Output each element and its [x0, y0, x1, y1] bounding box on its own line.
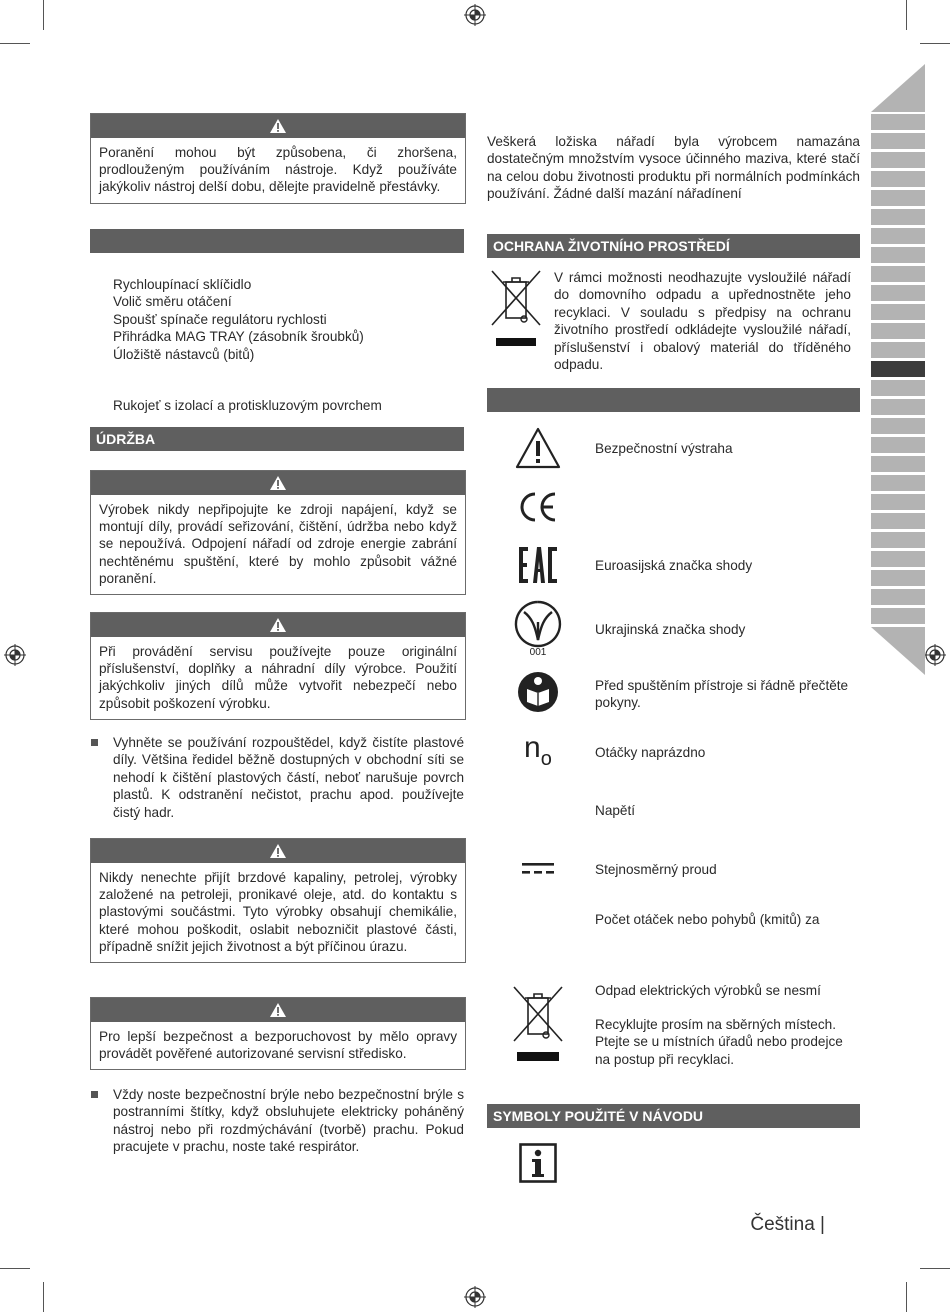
crop-mark — [920, 43, 950, 44]
language-tab — [871, 152, 925, 168]
warning-box — [90, 612, 466, 720]
tab-bevel-top — [871, 64, 925, 112]
language-tab — [871, 266, 925, 282]
language-tab — [871, 304, 925, 320]
direct-current-icon — [522, 863, 554, 875]
language-tab — [871, 437, 925, 453]
symbol-label: Odpad elektrických výrobků se nesmí — [595, 983, 821, 998]
bullet-text: Vyhněte se používání rozpouštědel, když čistíte plastové díly. Většina ředidel běžně dostupných v obchodní síti se nehodí k čištění plastových částí, neboť narušuje povrch plastů. K odstranění nečistot, prachu apod. používejte čistý hadr. — [113, 735, 464, 820]
warning-header — [91, 613, 465, 637]
warning-header — [91, 839, 465, 863]
symbol-label-detail: Recyklujte prosím na sběrných místech. Ptejte se u místních úřadů nebo prodejce na postup při recyklaci. — [595, 1017, 843, 1067]
warning-box — [90, 470, 466, 595]
crop-mark — [0, 43, 30, 44]
symbol-label: Ukrajinská značka shody — [595, 622, 746, 637]
language-tab — [871, 475, 925, 491]
language-tab — [871, 608, 925, 624]
symbol-label: Euroasijská značka shody — [595, 558, 753, 573]
no-load-symbol-sub: o — [540, 748, 552, 770]
warning-triangle-icon — [269, 475, 287, 491]
language-tab — [871, 399, 925, 415]
registration-mark-icon — [924, 644, 946, 666]
bullet-text: Vždy noste bezpečnostní brýle nebo bezpečnostní brýle s postranními štítky, když obsluhujete elektricky poháněný nástroj nebo při rozdmýchávání (tvorbě) prachu. Pokud pracujete v prachu, noste také respirátor. — [113, 1087, 464, 1155]
language-tab — [871, 494, 925, 510]
crop-mark — [43, 0, 44, 30]
crop-mark — [43, 1282, 44, 1312]
language-tab — [871, 285, 925, 301]
feature-item: Rukojeť s izolací a protiskluzovým povrchem — [113, 398, 382, 413]
language-tab — [871, 133, 925, 149]
warning-box — [90, 997, 466, 1070]
language-tab — [871, 513, 925, 529]
language-tab — [871, 342, 925, 358]
language-tab — [871, 532, 925, 548]
warning-header — [91, 998, 465, 1022]
warning-triangle-icon — [269, 843, 287, 859]
language-tab — [871, 418, 925, 434]
no-load-symbol-n: n — [524, 731, 541, 764]
warning-text: Výrobek nikdy nepřipojujte ke zdroji napájení, když se montují díly, provádí seřizování, čištění, údržba nebo když se nepoužívá. Odpojení nářadí od zdroje energie zabrání nechtěnému spuštění, které by mohlo způsobit vážné poranění. — [99, 502, 457, 586]
section-header-manual-symbols: SYMBOLY POUŽITÉ V NÁVODU — [487, 1104, 860, 1128]
warning-text: Pro lepší bezpečnost a bezporuchovost by mělo opravy provádět pověřené autorizované servisní středisko. — [99, 1029, 457, 1062]
symbol-label: Před spuštěním přístroje si řádně přečtěte pokyny. — [595, 678, 849, 711]
ukraine-mark-graphic — [514, 600, 562, 648]
read-manual-icon — [517, 671, 559, 713]
language-tab — [871, 247, 925, 263]
symbol-label: Počet otáček nebo pohybů (kmitů) za — [595, 912, 820, 927]
language-tab — [871, 380, 925, 396]
warning-text: Nikdy nenechte přijít brzdové kapaliny, petrolej, výrobky založené na petroleji, pronikavé oleje, atd. do kontaktu s plastovými součástmi. Tyto výrobky obsahují chemikálie, které mohou poškodit, oslabit nebozničit plastové části, případně snížit jejich životnost a být příčinou úrazu. — [99, 870, 457, 954]
language-tab — [871, 171, 925, 187]
warning-text: Poranění mohou být způsobena, či zhoršena, prodlouženým používáním nástroje. Když používáte jakýkoliv nástroj delší dobu, dělejte pravidelně přestávky. — [99, 145, 457, 195]
section-header-environment: OCHRANA ŽIVOTNÍHO PROSTŘEDÍ — [487, 234, 860, 258]
lubrication-paragraph: Veškerá ložiska nářadí byla výrobcem namazána dostatečným množstvím vysoce účinného maziva, které stačí na celou dobu životnosti produktu při normálních podmínkách používání. Žádné další mazání nářadínení — [487, 134, 860, 202]
info-icon — [519, 1143, 557, 1183]
crop-mark — [0, 1268, 30, 1269]
feature-item: Přihrádka MAG TRAY (zásobník šroubků) — [113, 329, 364, 345]
warning-header — [91, 114, 465, 138]
ukraine-conformity-icon — [514, 600, 562, 662]
warning-triangle-icon — [269, 118, 287, 134]
feature-list — [113, 276, 463, 363]
page-language-footer: Čeština | — [750, 1214, 825, 1235]
symbol-label: Otáčky naprázdno — [595, 745, 706, 760]
crop-mark — [920, 1268, 950, 1269]
ukraine-mark-code: 001 — [529, 647, 547, 658]
warning-box — [90, 113, 466, 204]
feature-item: Úložiště nástavců (bitů) — [113, 346, 255, 362]
crop-mark — [906, 0, 907, 30]
language-tab — [871, 589, 925, 605]
feature-item: Rychloupínací sklíčidlo — [113, 277, 252, 292]
feature-item: Spoušť spínače regulátoru rychlosti — [113, 311, 327, 327]
tab-bevel-bottom — [871, 627, 925, 675]
section-header-maintenance: ÚDRŽBA — [90, 427, 464, 451]
registration-mark-icon — [464, 1286, 486, 1308]
language-tab-active — [871, 361, 925, 377]
registration-mark-icon — [464, 4, 486, 26]
bullet-item — [90, 734, 464, 821]
symbol-label: Stejnosměrný proud — [595, 862, 717, 877]
warning-box — [90, 838, 466, 963]
eac-mark-icon — [519, 547, 557, 583]
symbol-label: Napětí — [595, 803, 636, 818]
weee-bin-icon — [511, 984, 565, 1064]
features-header-bar — [90, 229, 464, 253]
language-tab — [871, 456, 925, 472]
weee-bin-icon — [489, 268, 543, 348]
warning-triangle-icon — [269, 1002, 287, 1018]
feature-item: Volič směru otáčení — [113, 294, 232, 310]
language-tab — [871, 551, 925, 567]
language-tab — [871, 190, 925, 206]
bullet-item — [90, 1086, 464, 1156]
warning-header — [91, 471, 465, 495]
warning-triangle-icon — [515, 427, 561, 469]
language-tab — [871, 114, 925, 130]
bullet-square-icon — [91, 739, 98, 746]
ce-mark-icon — [517, 491, 559, 523]
warning-triangle-icon — [269, 617, 287, 633]
symbols-header-bar — [487, 388, 860, 412]
language-tab — [871, 228, 925, 244]
registration-mark-icon — [4, 644, 26, 666]
symbol-label: Bezpečnostní výstraha — [595, 441, 733, 456]
warning-text: Při provádění servisu používejte pouze originální příslušenství, doplňky a náhradní díly výrobce. Použití jakýchkoliv jiných dílů může vytvořit nebezpečí nebo způsobit poškození výrobku. — [99, 644, 457, 711]
no-load-speed-icon — [524, 732, 564, 772]
bullet-square-icon — [91, 1091, 98, 1098]
crop-mark — [906, 1282, 907, 1312]
language-tab — [871, 570, 925, 586]
language-tab — [871, 209, 925, 225]
environment-paragraph: V rámci možnosti neodhazujte vysloužilé nářadí do domovního odpadu a upřednostněte jeho recyklaci. V souladu s předpisy na ochranu životního prostředí odkládejte vysloužilé nářadí, příslušenství i obalový materiál do tříděného odpadu. — [554, 270, 851, 373]
language-tab — [871, 323, 925, 339]
